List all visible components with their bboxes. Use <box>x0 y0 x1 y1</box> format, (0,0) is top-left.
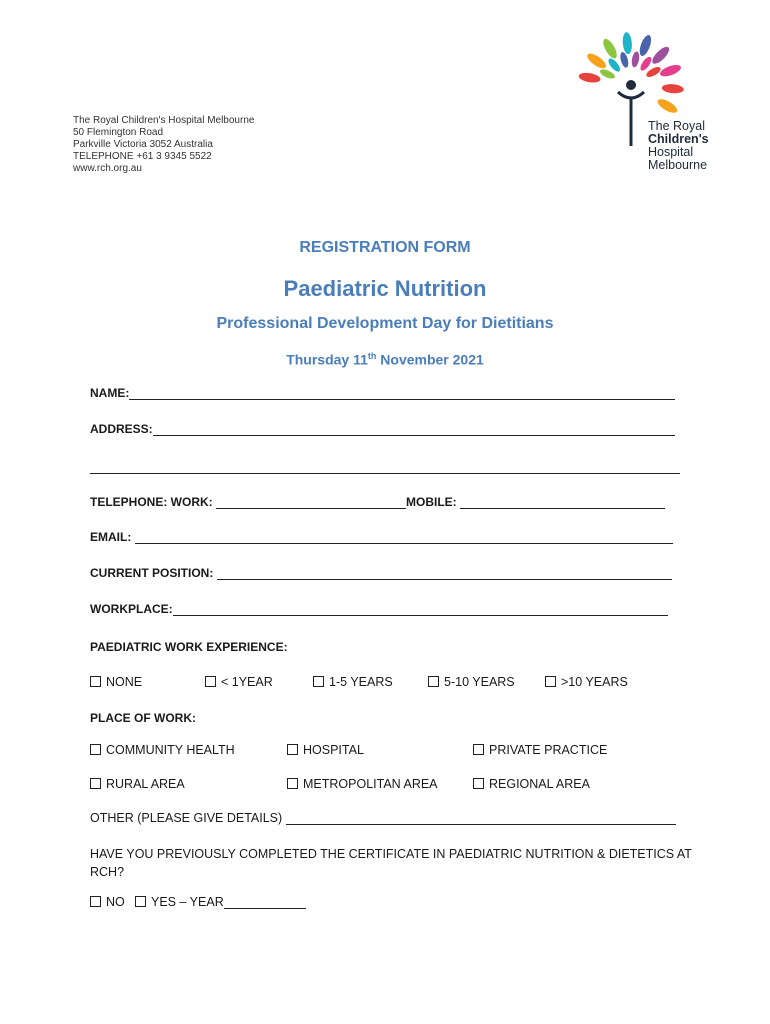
logo-petal <box>631 51 641 68</box>
option-label: NONE <box>106 675 143 689</box>
position-row <box>90 566 672 580</box>
checkbox-icon[interactable] <box>287 744 298 755</box>
checkbox-icon[interactable] <box>90 778 101 789</box>
other-row <box>90 811 676 825</box>
option-label: >10 YEARS <box>561 675 628 689</box>
option-label: 1-5 YEARS <box>329 675 393 689</box>
email-row <box>90 530 673 544</box>
page-title: Paediatric Nutrition <box>283 276 487 301</box>
address-line: Parkville Victoria 3052 Australia <box>73 139 213 150</box>
logo-petal <box>599 67 616 80</box>
experience-option[interactable] <box>90 675 142 689</box>
logo-petal <box>622 32 633 55</box>
name-row <box>90 386 675 400</box>
telephone-label: TELEPHONE: WORK: <box>90 495 213 509</box>
logo-line: The Royal <box>648 119 705 133</box>
checkbox-icon[interactable] <box>473 778 484 789</box>
option-label: PRIVATE PRACTICE <box>489 743 608 757</box>
logo-line: Children's <box>648 132 709 146</box>
mobile-field[interactable] <box>460 496 665 509</box>
email-label: EMAIL: <box>90 530 132 544</box>
place-option[interactable] <box>473 777 590 791</box>
answer-no-label: NO <box>106 895 125 909</box>
logo-petal <box>661 83 684 94</box>
address-line: www.rch.org.au <box>73 163 142 174</box>
date-suffix: November 2021 <box>376 351 484 368</box>
workplace-field[interactable] <box>173 603 668 616</box>
hospital-address <box>73 115 254 175</box>
position-field[interactable] <box>217 567 672 580</box>
logo-petal <box>601 37 620 61</box>
place-option[interactable] <box>90 777 185 791</box>
logo-wordmark <box>648 120 709 172</box>
experience-label: PAEDIATRIC WORK EXPERIENCE: <box>90 640 288 654</box>
position-label: CURRENT POSITION: <box>90 566 214 580</box>
logo-petal <box>650 44 672 66</box>
checkbox-icon[interactable] <box>473 744 484 755</box>
address-label: ADDRESS: <box>90 422 153 436</box>
option-label: 5-10 YEARS <box>444 675 515 689</box>
logo-petal <box>659 63 683 79</box>
experience-option[interactable] <box>205 675 273 689</box>
experience-heading <box>90 640 288 654</box>
experience-option[interactable] <box>545 675 628 689</box>
address-field-2[interactable] <box>90 461 680 474</box>
other-field[interactable] <box>286 812 676 825</box>
name-label: NAME: <box>90 386 130 400</box>
checkbox-icon[interactable] <box>545 676 556 687</box>
experience-option[interactable] <box>313 675 393 689</box>
experience-option[interactable] <box>428 675 515 689</box>
address-field[interactable] <box>153 423 675 436</box>
logo-line: Melbourne <box>648 158 708 172</box>
answer-yes[interactable] <box>135 895 306 909</box>
option-label: METROPOLITAN AREA <box>303 777 438 791</box>
address-row-2 <box>90 460 680 474</box>
telephone-row <box>90 495 665 509</box>
place-label: PLACE OF WORK: <box>90 711 196 725</box>
telephone-work-field[interactable] <box>216 496 406 509</box>
checkbox-icon[interactable] <box>313 676 324 687</box>
mobile-label: MOBILE: <box>406 495 457 509</box>
event-date <box>0 351 770 368</box>
place-option[interactable] <box>473 743 607 757</box>
page-subtitle: Professional Development Day for Dietitians <box>216 315 554 332</box>
form-heading: REGISTRATION FORM <box>299 239 471 256</box>
checkbox-icon[interactable] <box>428 676 439 687</box>
place-option[interactable] <box>287 743 364 757</box>
logo-petal <box>585 51 608 71</box>
logo-petal <box>578 71 601 84</box>
logo-petal <box>637 34 653 58</box>
option-label: HOSPITAL <box>303 743 364 757</box>
address-row <box>90 422 675 436</box>
option-label: REGIONAL AREA <box>489 777 590 791</box>
place-heading <box>90 711 196 725</box>
workplace-label: WORKPLACE: <box>90 602 173 616</box>
option-label: < 1YEAR <box>221 675 273 689</box>
checkbox-icon[interactable] <box>135 896 146 907</box>
workplace-row <box>90 602 668 616</box>
logo-line: Hospital <box>648 145 694 159</box>
date-prefix: Thursday 11 <box>286 351 368 368</box>
address-line: 50 Flemington Road <box>73 127 164 138</box>
place-option[interactable] <box>287 777 438 791</box>
checkbox-icon[interactable] <box>90 896 101 907</box>
year-field[interactable] <box>224 896 306 909</box>
date-sup: th <box>367 351 377 361</box>
answer-no[interactable] <box>90 895 125 909</box>
checkbox-icon[interactable] <box>90 744 101 755</box>
option-label: COMMUNITY HEALTH <box>106 743 235 757</box>
checkbox-icon[interactable] <box>205 676 216 687</box>
checkbox-icon[interactable] <box>287 778 298 789</box>
place-option[interactable] <box>90 743 235 757</box>
option-label: RURAL AREA <box>106 777 185 791</box>
answer-yes-label: YES – YEAR <box>151 895 224 909</box>
name-field[interactable] <box>129 387 675 400</box>
certificate-question: HAVE YOU PREVIOUSLY COMPLETED THE CERTIFICATE IN PAEDIATRIC NUTRITION & DIETETICS AT RCH? <box>90 847 692 879</box>
logo-petal <box>656 97 680 116</box>
checkbox-icon[interactable] <box>90 676 101 687</box>
address-line: TELEPHONE +61 3 9345 5522 <box>73 151 212 162</box>
other-label: OTHER (PLEASE GIVE DETAILS) <box>90 811 283 825</box>
email-field[interactable] <box>135 531 673 544</box>
address-line: The Royal Children's Hospital Melbourne <box>73 115 255 126</box>
